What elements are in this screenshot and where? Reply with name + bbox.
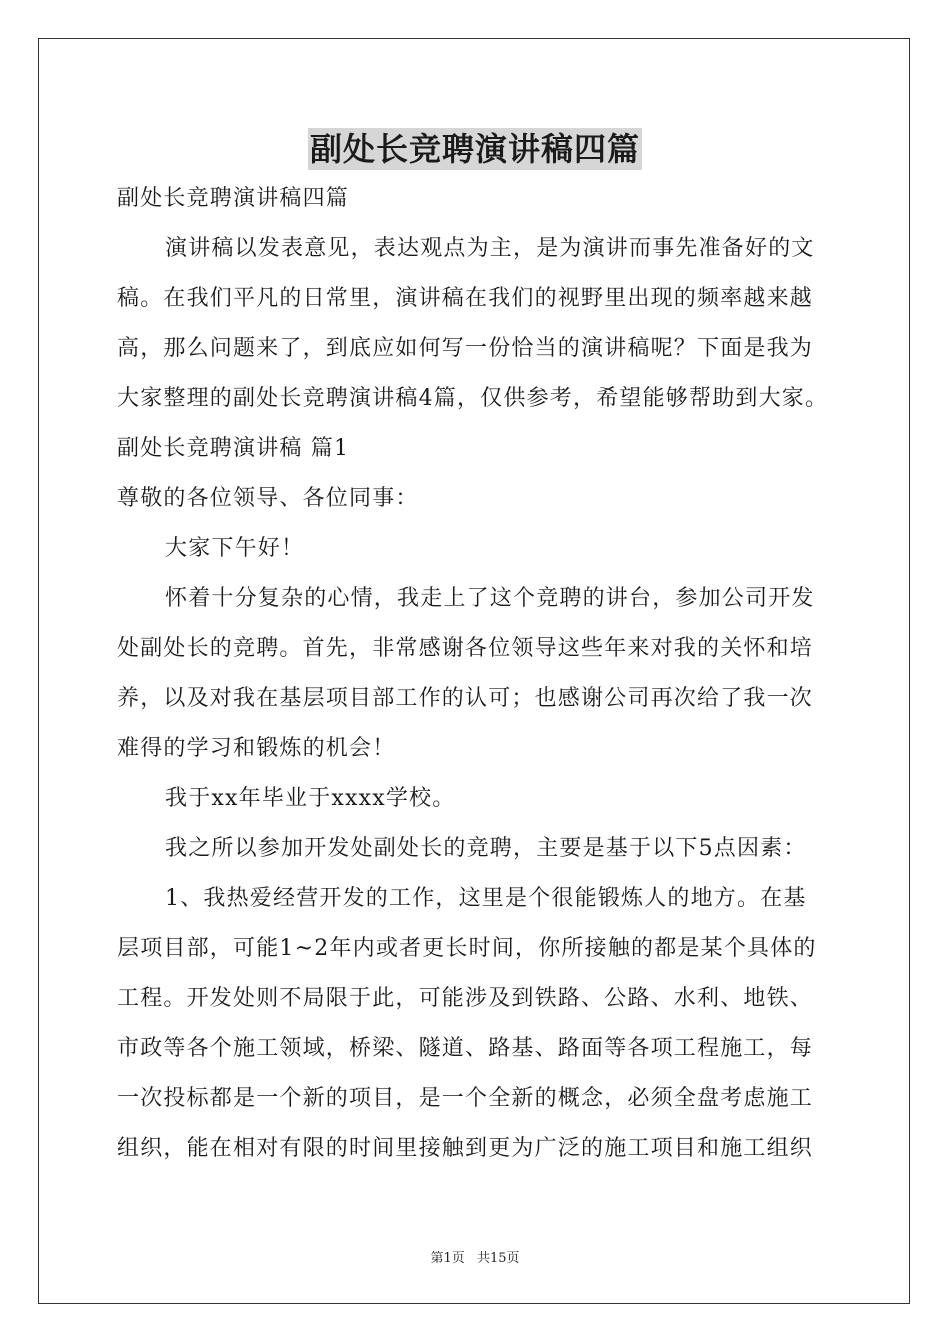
paragraph-line: 我于xx年毕业于xxxx学校。: [165, 786, 456, 811]
paragraph-line: 层项目部，可能1~2年内或者更长时间，你所接触的都是某个具体的: [117, 936, 817, 961]
paragraph-line: 大家整理的副处长竞聘演讲稿4篇，仅供参考，希望能够帮助到大家。: [117, 386, 829, 411]
paragraph-line: 高，那么问题来了，到底应如何写一份恰当的演讲稿呢？下面是我为: [117, 336, 814, 361]
page-footer: [0, 1247, 950, 1266]
paragraph-line: 我之所以参加开发处副处长的竞聘，主要是基于以下5点因素：: [165, 836, 807, 861]
document-title: 副处长竞聘演讲稿四篇: [309, 130, 640, 168]
subtitle-line: 副处长竞聘演讲稿四篇: [117, 186, 350, 211]
paragraph-line: 演讲稿以发表意见，表达观点为主，是为演讲而事先准备好的文: [165, 236, 815, 261]
page-total: 共15页: [476, 1251, 520, 1266]
paragraph-line: 稿。在我们平凡的日常里，演讲稿在我们的视野里出现的频率越来越: [117, 286, 814, 311]
page-number: 第1页: [430, 1251, 465, 1266]
paragraph-line: 组织，能在相对有限的时间里接触到更为广泛的施工项目和施工组织: [117, 1136, 814, 1161]
paragraph-line: 养，以及对我在基层项目部工作的认可；也感谢公司再次给了我一次: [117, 686, 814, 711]
paragraph-line: 工程。开发处则不局限于此，可能涉及到铁路、公路、水利、地铁、: [117, 986, 814, 1011]
page-border: [38, 38, 910, 1304]
title-container: [0, 128, 950, 170]
paragraph-line: 市政等各个施工领域，桥梁、隧道、路基、路面等各项工程施工，每: [117, 1036, 814, 1061]
greeting-line: 大家下午好！: [165, 536, 305, 561]
paragraph-line: 难得的学习和锻炼的机会！: [117, 736, 396, 761]
salutation-line: 尊敬的各位领导、各位同事：: [117, 486, 419, 511]
section-heading: 副处长竞聘演讲稿 篇1: [117, 436, 350, 461]
paragraph-line: 1、我热爱经营开发的工作，这里是个很能锻炼人的地方。在基: [165, 886, 807, 911]
paragraph-line: 一次投标都是一个新的项目，是一个全新的概念，必须全盘考虑施工: [117, 1086, 814, 1111]
paragraph-line: 怀着十分复杂的心情，我走上了这个竞聘的讲台，参加公司开发: [165, 586, 815, 611]
paragraph-line: 处副处长的竞聘。首先，非常感谢各位领导这些年来对我的关怀和培: [117, 636, 814, 661]
